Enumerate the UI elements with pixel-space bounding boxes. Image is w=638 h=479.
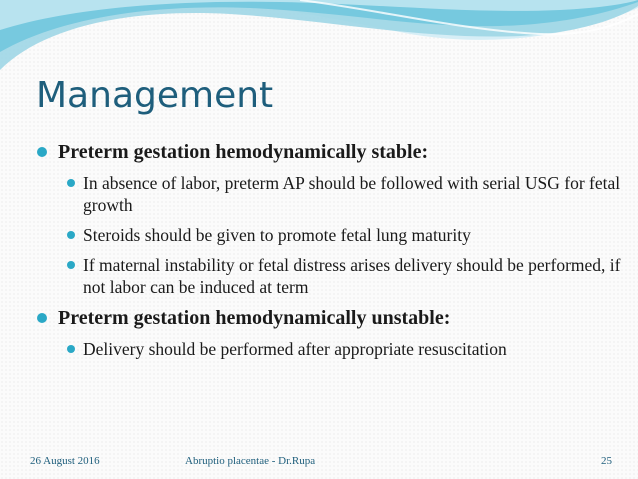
list-item-text: Delivery should be performed after appropriate resuscitation [83,339,507,359]
slide-content [34,140,624,368]
bullet-icon [67,231,75,239]
bullet-icon [37,313,47,323]
list-item [34,338,624,360]
footer-date: 26 August 2016 [30,455,100,467]
stable-items-list [34,172,624,298]
list-item-text: In absence of labor, preterm AP should be followed with serial USG for fetal growth [83,173,621,215]
section-heading-text: Preterm gestation hemodynamically stable: [58,141,429,163]
slide-number: 25 [601,455,612,467]
list-item [34,172,624,216]
list-item [34,224,624,246]
bullet-icon [67,261,75,269]
list-item-text: Steroids should be given to promote fetal lung maturity [83,225,471,245]
section-heading-text: Preterm gestation hemodynamically unstable: [58,307,451,329]
bullet-icon [67,345,75,353]
section-heading-unstable [34,306,624,330]
bullet-icon [37,147,47,157]
bullet-icon [67,179,75,187]
unstable-items-list [34,338,624,360]
footer-title: Abruptio placentae - Dr.Rupa [185,455,316,467]
header-wave-decoration [0,0,638,80]
list-item [34,254,624,298]
list-item-text: If maternal instability or fetal distress arises delivery should be performed, if not labor can be induced at term [83,255,621,297]
slide-title: Management [36,75,274,116]
section-heading-stable [34,140,624,164]
